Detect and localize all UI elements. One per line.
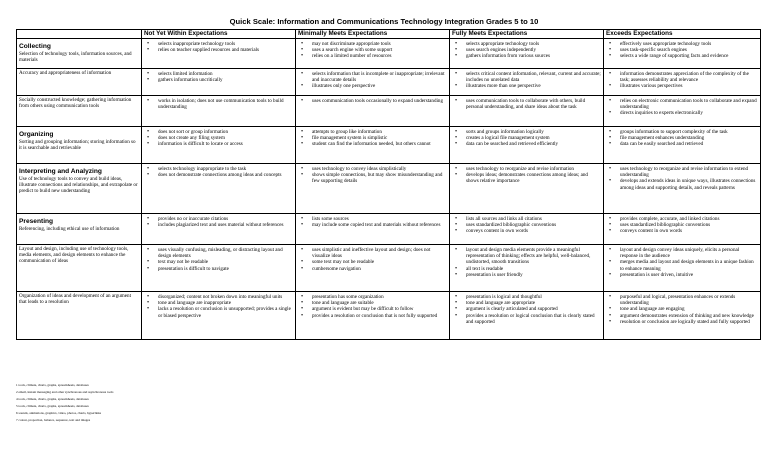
- descriptor-list: [452, 294, 601, 325]
- descriptor-item: • effectively uses appropriate technology tools: [620, 41, 758, 47]
- descriptor-list: [606, 216, 758, 235]
- descriptor-item: • uses standardized bibliographic conventions: [620, 222, 758, 228]
- descriptor-list: [452, 41, 601, 60]
- descriptor-item: • information is difficult to locate or access: [158, 141, 293, 147]
- descriptor-item: • uses technology to convey ideas simplistically: [312, 166, 447, 172]
- table-row: [17, 96, 761, 127]
- descriptor-list: [606, 71, 758, 90]
- descriptor-item: • selects critical content information, relevant, current and accurate; includes no unrelated data: [466, 71, 601, 83]
- footnote: 4 tools, climate, charts, graphs, spreadsheets, databases: [16, 396, 89, 401]
- descriptor-item: • selects a wide range of supporting facts and evidence: [620, 53, 758, 59]
- descriptor-item: • presentation is user friendly: [466, 272, 601, 278]
- descriptor-item: • includes plagiarized text and uses material without references: [158, 222, 293, 228]
- descriptor-list: [606, 41, 758, 60]
- descriptor-item: • some text may not be readable: [312, 259, 447, 265]
- descriptor-cell-minimally: [296, 96, 450, 127]
- descriptor-cell-exceeds: [604, 39, 761, 69]
- descriptor-item: • directs inquiries to experts electronically: [620, 110, 758, 116]
- descriptor-item: • illustrates only one perspective: [312, 83, 447, 89]
- criteria-cell: [17, 245, 142, 292]
- descriptor-item: • illustrates more than one perspective: [466, 83, 601, 89]
- descriptor-item: • tone and language are appropriate: [466, 300, 601, 306]
- criteria-label: Layout and design, including use of technology tools, media elements, and design elements to enhance the communication of ideas: [19, 246, 129, 265]
- descriptor-cell-not-yet: [142, 292, 296, 340]
- descriptor-item: • lacks a resolution or conclusion is unsupported; provides a single or biased perspective: [158, 306, 293, 318]
- descriptor-list: [452, 98, 601, 110]
- descriptor-cell-exceeds: [604, 214, 761, 245]
- descriptor-item: • selects limited information: [158, 71, 293, 77]
- column-header-fully: Fully Meets Expectations: [450, 30, 604, 39]
- table-row: [17, 245, 761, 292]
- descriptor-list: [606, 294, 758, 325]
- descriptor-item: • provides a resolution or logical conclusion that is clearly stated and supported: [466, 313, 601, 325]
- column-header-criteria: [17, 30, 142, 39]
- descriptor-list: [298, 129, 447, 148]
- descriptor-item: • gathers information from various sources: [466, 53, 601, 59]
- descriptor-item: • may not discriminate appropriate tools: [312, 41, 447, 47]
- criteria-cell: [17, 292, 142, 340]
- descriptor-item: • gathers information uncritically: [158, 77, 293, 83]
- descriptor-item: • creates a logical file management system: [466, 135, 601, 141]
- criteria-label: Referencing, including ethical use of information: [19, 226, 120, 232]
- descriptor-cell-not-yet: [142, 214, 296, 245]
- descriptor-item: • tone and language are suitable: [312, 300, 447, 306]
- column-header-minimally: Minimally Meets Expectations: [296, 30, 450, 39]
- descriptor-item: • illustrates various perspectives: [620, 83, 758, 89]
- descriptor-cell-not-yet: [142, 164, 296, 214]
- rubric-table: [16, 29, 761, 340]
- descriptor-item: • sorts and groups information logically: [466, 129, 601, 135]
- descriptor-list: [298, 71, 447, 90]
- descriptor-item: • uses communication tools occasionally to expand understanding: [312, 98, 447, 104]
- descriptor-list: [298, 41, 447, 60]
- descriptor-item: • argument is evident but may be difficult to follow: [312, 306, 447, 312]
- descriptor-cell-minimally: [296, 164, 450, 214]
- descriptor-item: • provides complete, accurate, and linked citations: [620, 216, 758, 222]
- descriptor-list: [606, 129, 758, 148]
- descriptor-cell-minimally: [296, 39, 450, 69]
- descriptor-list: [144, 294, 293, 319]
- descriptor-cell-not-yet: [142, 39, 296, 69]
- descriptor-item: • selects technology inappropriate to the task: [158, 166, 293, 172]
- descriptor-list: [606, 166, 758, 191]
- descriptor-list: [606, 98, 758, 117]
- descriptor-cell-fully: [450, 245, 604, 292]
- descriptor-cell-minimally: [296, 245, 450, 292]
- descriptor-item: • relies on a limited number of resources: [312, 53, 447, 59]
- descriptor-item: • all text is readable: [466, 266, 601, 272]
- descriptor-list: [144, 98, 293, 110]
- footnote: 7 colour, proportion, balance, sequence, text and images: [16, 417, 91, 422]
- table-row: [17, 127, 761, 164]
- descriptor-item: • provides no or inaccurate citations: [158, 216, 293, 222]
- descriptor-item: • selects appropriate technology tools: [466, 41, 601, 47]
- criteria-cell: [17, 214, 142, 245]
- descriptor-cell-fully: [450, 39, 604, 69]
- descriptor-item: • uses technology to reorganize and revise information: [466, 166, 601, 172]
- page-title: Quick Scale: Information and Communications Technology Integration Grades 5 to 10: [229, 17, 539, 26]
- descriptor-item: • argument demonstrates extension of thinking and new knowledge: [620, 313, 758, 319]
- descriptor-cell-fully: [450, 127, 604, 164]
- descriptor-item: • may include some copied text and materials without references: [312, 222, 447, 228]
- descriptor-item: • file management enhances understanding: [620, 135, 758, 141]
- descriptor-item: • develops and extends ideas in unique ways, illustrates connections among ideas and supporting details, and reveals patterns: [620, 178, 758, 190]
- descriptor-item: • uses simplistic and ineffective layout and design; does not visualize ideas: [312, 247, 447, 259]
- criteria-heading: Presenting: [19, 218, 54, 225]
- descriptor-cell-fully: [450, 96, 604, 127]
- descriptor-list: [144, 71, 293, 83]
- descriptor-cell-minimally: [296, 214, 450, 245]
- descriptor-list: [298, 98, 447, 104]
- table-row: [17, 292, 761, 340]
- descriptor-item: • presentation is logical and thoughtful: [466, 294, 601, 300]
- descriptor-item: • relies on electronic communication tools to collaborate and expand understanding: [620, 98, 758, 110]
- descriptor-cell-fully: [450, 292, 604, 340]
- descriptor-item: • data can be easily searched and retrieved: [620, 141, 758, 147]
- criteria-label: Organization of ideas and development of an argument that leads to a resolution: [19, 293, 131, 306]
- descriptor-list: [144, 41, 293, 53]
- descriptor-item: • selects inappropriate technology tools: [158, 41, 293, 47]
- descriptor-list: [452, 247, 601, 278]
- descriptor-item: • file management system is simplistic: [312, 135, 447, 141]
- descriptor-list: [452, 71, 601, 90]
- footnote: 6 sounds, animations, graphics, video, photos, charts, hyperlinks: [16, 410, 102, 415]
- descriptor-cell-minimally: [296, 127, 450, 164]
- descriptor-item: • resolution or conclusion are logically stated and fully supported: [620, 319, 758, 325]
- descriptor-item: • data can be searched and retrieved efficiently: [466, 141, 601, 147]
- descriptor-item: • presentation is difficult to navigate: [158, 266, 293, 272]
- descriptor-cell-not-yet: [142, 245, 296, 292]
- criteria-label: Selection of technology tools, information sources, and materials: [19, 51, 132, 64]
- criteria-heading: Organizing: [19, 131, 54, 138]
- criteria-heading: Interpreting and Analyzing: [19, 168, 102, 175]
- descriptor-cell-minimally: [296, 69, 450, 96]
- descriptor-item: • uses visually confusing, misleading, or distracting layout and design elements: [158, 247, 293, 259]
- descriptor-item: • develops ideas; demonstrates connections among ideas; and shows relative importance: [466, 172, 601, 184]
- descriptor-item: • does not demonstrate connections among ideas and concepts: [158, 172, 293, 178]
- descriptor-cell-not-yet: [142, 69, 296, 96]
- descriptor-item: • relies on teacher supplied resources and materials: [158, 47, 293, 53]
- descriptor-item: • attempts to group like information: [312, 129, 447, 135]
- header-row: [17, 30, 761, 39]
- descriptor-cell-exceeds: [604, 69, 761, 96]
- descriptor-cell-exceeds: [604, 245, 761, 292]
- footnote: 5 tools, climate, charts, graphs, spreadsheets, databases: [16, 403, 89, 408]
- descriptor-cell-exceeds: [604, 96, 761, 127]
- descriptor-list: [452, 216, 601, 235]
- criteria-label: Use of technology tools to convey and build ideas, illustrate connections and relationships, and extrapolate or predict to build new understanding: [19, 176, 138, 195]
- descriptor-cell-fully: [450, 214, 604, 245]
- table-row: [17, 39, 761, 69]
- descriptor-item: • layout and design media elements provide a meaningful representation of thinking; effects are helpful, well-balanced, undistorted, smooth transitions: [466, 247, 601, 266]
- criteria-cell: [17, 69, 142, 96]
- criteria-cell: [17, 96, 142, 127]
- criteria-label: Socially constructed knowledge; gathering information from others using communication tools: [19, 97, 132, 110]
- descriptor-item: • layout and design convey ideas uniquely, elicits a personal response in the audience: [620, 247, 758, 259]
- descriptor-item: • works in isolation; does not use communication tools to build understanding: [158, 98, 293, 110]
- descriptor-item: • uses communication tools to collaborate with others, build personal understanding, and share ideas about the task: [466, 98, 601, 110]
- descriptor-item: • lists all sources and links all citations: [466, 216, 601, 222]
- column-header-not-yet: Not Yet Within Expectations: [142, 30, 296, 39]
- descriptor-cell-minimally: [296, 292, 450, 340]
- descriptor-item: • disorganized; content not broken down into meaningful units: [158, 294, 293, 300]
- descriptor-item: • does not create any filing system: [158, 135, 293, 141]
- descriptor-item: • conveys content in own words: [620, 228, 758, 234]
- footnotes: [16, 382, 516, 423]
- descriptor-list: [452, 129, 601, 148]
- descriptor-cell-not-yet: [142, 96, 296, 127]
- descriptor-item: • purposeful and logical, presentation enhances or extends understanding: [620, 294, 758, 306]
- criteria-label: Sorting and grouping information; storing information so it is searchable and retrievable: [19, 139, 136, 152]
- descriptor-item: • presentation is user driven, intuitive: [620, 272, 758, 278]
- descriptor-item: • uses standardized bibliographic conventions: [466, 222, 601, 228]
- descriptor-item: • uses a search engine with some support: [312, 47, 447, 53]
- descriptor-list: [144, 247, 293, 272]
- descriptor-list: [298, 216, 447, 228]
- descriptor-cell-not-yet: [142, 127, 296, 164]
- descriptor-list: [144, 129, 293, 148]
- descriptor-cell-fully: [450, 69, 604, 96]
- descriptor-list: [298, 247, 447, 272]
- descriptor-list: [298, 294, 447, 319]
- descriptor-item: • argument is clearly articulated and supported: [466, 306, 601, 312]
- descriptor-list: [144, 216, 293, 228]
- descriptor-cell-fully: [450, 164, 604, 214]
- footnote: 2 email, instant messaging and other synchronous and asynchronous tools: [16, 389, 114, 394]
- descriptor-item: • selects information that is incomplete or inappropriate; irrelevant and inaccurate details: [312, 71, 447, 83]
- criteria-cell: [17, 164, 142, 214]
- criteria-cell: [17, 39, 142, 69]
- descriptor-item: • lists some sources: [312, 216, 447, 222]
- descriptor-item: • tone and language are inappropriate: [158, 300, 293, 306]
- criteria-heading: Collecting: [19, 43, 51, 50]
- descriptor-cell-exceeds: [604, 164, 761, 214]
- descriptor-list: [452, 166, 601, 185]
- descriptor-item: • conveys content in own words: [466, 228, 601, 234]
- descriptor-item: • merges media and layout and design elements in a unique fashion to enhance meaning: [620, 259, 758, 271]
- descriptor-list: [606, 247, 758, 278]
- descriptor-item: • presentation has some organization: [312, 294, 447, 300]
- descriptor-item: • does not sort or group information: [158, 129, 293, 135]
- descriptor-item: • groups information to support complexity of the task: [620, 129, 758, 135]
- table-row: [17, 164, 761, 214]
- descriptor-cell-exceeds: [604, 127, 761, 164]
- descriptor-item: • uses technology to reorganize and revise information to extend understanding: [620, 166, 758, 178]
- descriptor-item: • uses search engines independently: [466, 47, 601, 53]
- descriptor-item: • provides a resolution or conclusion that is not fully supported: [312, 313, 447, 319]
- descriptor-item: • shows simple connections, but may show misunderstanding and few supporting details: [312, 172, 447, 184]
- descriptor-list: [144, 166, 293, 178]
- descriptor-item: • information demonstrates appreciation of the complexity of the task; assesses reliability and relevance: [620, 71, 758, 83]
- criteria-cell: [17, 127, 142, 164]
- descriptor-item: • cumbersome navigation: [312, 266, 447, 272]
- descriptor-list: [298, 166, 447, 185]
- table-row: [17, 69, 761, 96]
- descriptor-item: • student can find the information needed, but others cannot: [312, 141, 447, 147]
- footnote: 1 tools, climate, charts, graphs, spreadsheets, databases: [16, 383, 89, 387]
- table-row: [17, 214, 761, 245]
- criteria-label: Accuracy and appropriateness of information: [19, 70, 112, 76]
- descriptor-cell-exceeds: [604, 292, 761, 340]
- descriptor-item: • text may not be readable: [158, 259, 293, 265]
- column-header-exceeds: Exceeds Expectations: [604, 30, 761, 39]
- descriptor-item: • tone and language are engaging: [620, 306, 758, 312]
- descriptor-item: • uses task-specific search engines: [620, 47, 758, 53]
